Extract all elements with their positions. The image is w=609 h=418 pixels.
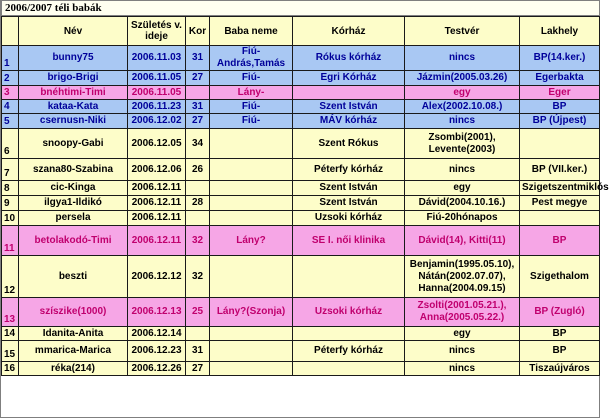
cell-age: 32 (186, 226, 210, 256)
cell-age: 27 (186, 114, 210, 129)
cell-sibling: nincs (405, 341, 520, 362)
cell-city: Tiszaújváros (520, 362, 600, 376)
cell-date: 2006.12.06 (128, 159, 186, 181)
cell-age: 28 (186, 196, 210, 211)
cell-hospital: Szent István (293, 100, 405, 114)
babies-table (1, 16, 609, 376)
cell-name: kataa-Kata (19, 100, 128, 114)
cell-sibling: nincs (405, 114, 520, 129)
table-row (2, 341, 600, 362)
cell-sibling: Zsombi(2001), Levente(2003) (405, 129, 520, 159)
cell-city: BP (Zugló) (520, 298, 600, 327)
cell-gender: Fiú- (210, 100, 293, 114)
cell-date: 2006.12.05 (128, 129, 186, 159)
cell-gender: Lány?(Szonja) (210, 298, 293, 327)
cell-hospital: Rókus kórház (293, 46, 405, 71)
cell-city (520, 211, 600, 226)
cell-sibling: egy (405, 86, 520, 100)
cell-n: 14 (2, 327, 19, 341)
header-hospital: Kórház (293, 17, 405, 46)
cell-city: Egerbakta (520, 71, 600, 86)
cell-city: Szigetszentmiklós (520, 181, 600, 196)
cell-n: 6 (2, 129, 19, 159)
header-sibling: Testvér (405, 17, 520, 46)
cell-gender (210, 159, 293, 181)
header-gender: Baba neme (210, 17, 293, 46)
cell-name: betolakodó-Timi (19, 226, 128, 256)
cell-date: 2006.11.03 (128, 46, 186, 71)
cell-gender: Lány- (210, 86, 293, 100)
cell-age (186, 327, 210, 341)
cell-date: 2006.12.13 (128, 298, 186, 327)
cell-city: BP (VII.ker.) (520, 159, 600, 181)
cell-sibling: Benjamin(1995.05.10), Nátán(2002.07.07), Hanna(2004.09.15) (405, 256, 520, 298)
cell-n: 1 (2, 46, 19, 71)
cell-name: Idanita-Anita (19, 327, 128, 341)
cell-name: mmarica-Marica (19, 341, 128, 362)
cell-age (186, 181, 210, 196)
cell-sibling: nincs (405, 46, 520, 71)
cell-gender (210, 341, 293, 362)
table-row (2, 196, 600, 211)
cell-n: 12 (2, 256, 19, 298)
cell-sibling: Dávid(2004.10.16.) (405, 196, 520, 211)
cell-city: Szigethalom (520, 256, 600, 298)
table-row (2, 211, 600, 226)
header-index (2, 17, 19, 46)
cell-name: ilgya1-Ildikó (19, 196, 128, 211)
cell-city: BP(14.ker.) (520, 46, 600, 71)
cell-n: 10 (2, 211, 19, 226)
cell-date: 2006.12.02 (128, 114, 186, 129)
table-row (2, 129, 600, 159)
cell-age: 25 (186, 298, 210, 327)
cell-date: 2006.12.14 (128, 327, 186, 341)
cell-hospital: Péterfy kórház (293, 341, 405, 362)
cell-gender (210, 129, 293, 159)
cell-sibling: Jázmin(2005.03.26) (405, 71, 520, 86)
cell-city: BP (520, 341, 600, 362)
cell-date: 2006.12.12 (128, 256, 186, 298)
cell-gender (210, 196, 293, 211)
cell-date: 2006.12.23 (128, 341, 186, 362)
cell-name: cic-Kinga (19, 181, 128, 196)
cell-name: beszti (19, 256, 128, 298)
cell-hospital: Szent István (293, 196, 405, 211)
cell-n: 8 (2, 181, 19, 196)
cell-name: brigo-Brigi (19, 71, 128, 86)
table-row (2, 181, 600, 196)
cell-name: bunny75 (19, 46, 128, 71)
cell-hospital (293, 256, 405, 298)
cell-gender (210, 327, 293, 341)
cell-date: 2006.12.11 (128, 196, 186, 211)
cell-age: 27 (186, 362, 210, 376)
table-row (2, 114, 600, 129)
cell-age: 31 (186, 100, 210, 114)
cell-age: 34 (186, 129, 210, 159)
cell-hospital: SE I. női klinika (293, 226, 405, 256)
cell-name: bnéhtimi-Timi (19, 86, 128, 100)
cell-city: Pest megye (520, 196, 600, 211)
header-city: Lakhely (520, 17, 600, 46)
cell-sibling: Dávid(14), Kitti(11) (405, 226, 520, 256)
cell-sibling: nincs (405, 362, 520, 376)
header-name: Név (19, 17, 128, 46)
cell-gender: Fiú- (210, 114, 293, 129)
cell-hospital (293, 86, 405, 100)
header-age: Kor (186, 17, 210, 46)
header-row (2, 17, 600, 46)
cell-n: 15 (2, 341, 19, 362)
cell-gender: Fiú-András,Tamás (210, 46, 293, 71)
cell-sibling: Zsolti(2001.05.21.), Anna(2005.05.22.) (405, 298, 520, 327)
cell-name: szana80-Szabina (19, 159, 128, 181)
cell-name: réka(214) (19, 362, 128, 376)
table-row (2, 256, 600, 298)
cell-date: 2006.11.05 (128, 71, 186, 86)
cell-n: 3 (2, 86, 19, 100)
table-row (2, 100, 600, 114)
cell-sibling: nincs (405, 159, 520, 181)
cell-name: szíszike(1000) (19, 298, 128, 327)
cell-city: BP (520, 327, 600, 341)
cell-name: csernusn-Niki (19, 114, 128, 129)
cell-city: Eger (520, 86, 600, 100)
table-row (2, 362, 600, 376)
cell-gender (210, 211, 293, 226)
cell-date: 2006.12.11 (128, 226, 186, 256)
cell-n: 11 (2, 226, 19, 256)
cell-city: BP (Újpest) (520, 114, 600, 129)
table-row (2, 298, 600, 327)
cell-city (520, 129, 600, 159)
cell-date: 2006.12.11 (128, 181, 186, 196)
cell-hospital: Uzsoki kórház (293, 211, 405, 226)
table-row (2, 86, 600, 100)
cell-date: 2006.12.26 (128, 362, 186, 376)
cell-hospital: Péterfy kórház (293, 159, 405, 181)
cell-gender: Lány? (210, 226, 293, 256)
table-row (2, 226, 600, 256)
cell-age: 31 (186, 46, 210, 71)
cell-name: snoopy-Gabi (19, 129, 128, 159)
cell-n: 7 (2, 159, 19, 181)
cell-name: persela (19, 211, 128, 226)
cell-hospital: Egri Kórház (293, 71, 405, 86)
cell-age (186, 211, 210, 226)
cell-n: 13 (2, 298, 19, 327)
cell-n: 5 (2, 114, 19, 129)
cell-city: BP (520, 226, 600, 256)
cell-age: 31 (186, 341, 210, 362)
cell-n: 2 (2, 71, 19, 86)
cell-n: 9 (2, 196, 19, 211)
table-row (2, 159, 600, 181)
cell-city: BP (520, 100, 600, 114)
cell-age: 27 (186, 71, 210, 86)
cell-hospital (293, 327, 405, 341)
cell-gender: Fiú- (210, 71, 293, 86)
cell-age (186, 86, 210, 100)
table-row (2, 46, 600, 71)
cell-date: 2006.11.23 (128, 100, 186, 114)
cell-date: 2006.12.11 (128, 211, 186, 226)
cell-hospital: MÁV kórház (293, 114, 405, 129)
cell-age: 26 (186, 159, 210, 181)
cell-gender (210, 362, 293, 376)
table-row (2, 71, 600, 86)
cell-hospital: Uzsoki kórház (293, 298, 405, 327)
cell-sibling: egy (405, 327, 520, 341)
cell-sibling: Fiú-20hónapos (405, 211, 520, 226)
sheet-title: 2006/2007 téli babák (1, 1, 599, 16)
cell-gender (210, 256, 293, 298)
cell-age: 32 (186, 256, 210, 298)
header-date: Születés v. ideje (128, 17, 186, 46)
cell-date: 2006.11.05 (128, 86, 186, 100)
cell-hospital (293, 362, 405, 376)
cell-hospital: Szent István (293, 181, 405, 196)
cell-n: 16 (2, 362, 19, 376)
cell-sibling: Alex(2002.10.08.) (405, 100, 520, 114)
cell-n: 4 (2, 100, 19, 114)
cell-gender (210, 181, 293, 196)
cell-hospital: Szent Rókus (293, 129, 405, 159)
table-row (2, 327, 600, 341)
cell-sibling: egy (405, 181, 520, 196)
